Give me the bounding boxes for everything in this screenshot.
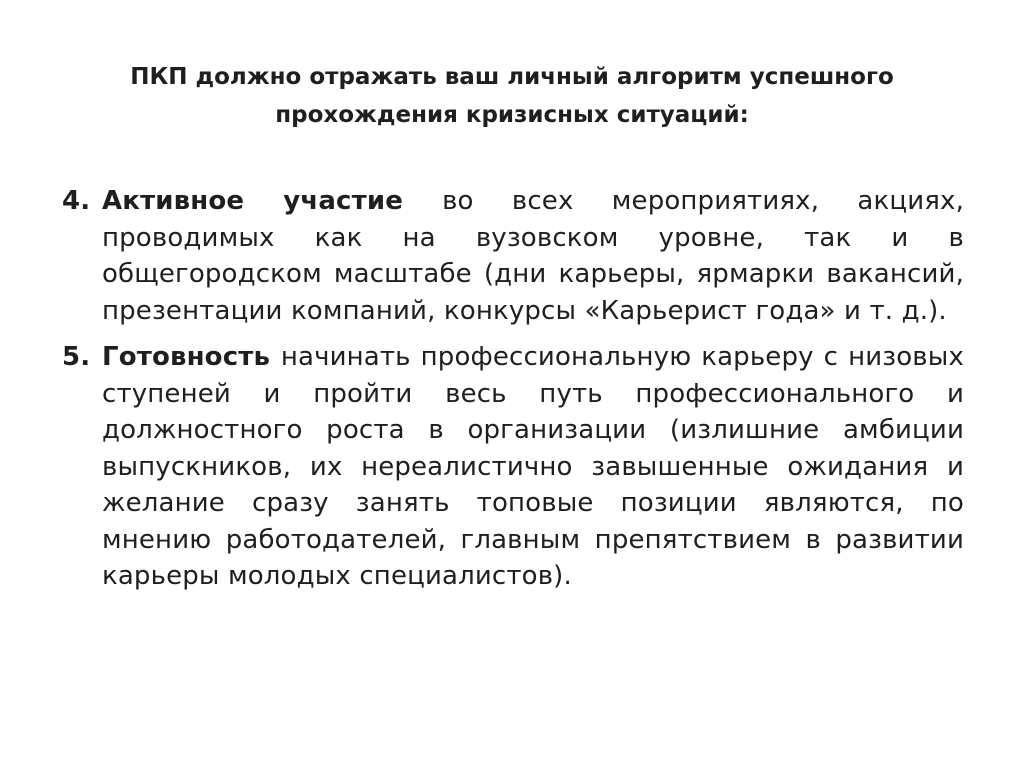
slide-title: ПКП должно отражать ваш личный алгоритм успешного прохождения кризисных ситуаций: — [130, 64, 894, 128]
list-item-number: 4. — [62, 186, 91, 216]
list-item-number: 5. — [62, 342, 91, 372]
list-item-lead: Готовность — [102, 342, 281, 372]
list-item-lead: Активное участие — [102, 186, 443, 216]
list-item-4 — [62, 183, 964, 329]
list-item-text: во всех мероприятиях, акциях, проводимых как на вузовском уровне, так и в общегородском масштабе (дни карьеры, ярмарки вакансий, презентации компаний, конкурсы «Карьерист года» и т. д.). — [102, 186, 964, 326]
list-item-5 — [62, 339, 964, 595]
slide-body-list — [62, 183, 964, 605]
list-item-text: начинать профессиональную карьеру с низовых ступеней и пройти весь путь профессионального и должностного роста в организации (излишние амбиции выпускников, их нереалистично завышенные ожидания и желание сразу занять топовые позиции являются, по мнению работодателей, главным препятствием в развитии карьеры молодых специалистов). — [102, 342, 964, 591]
